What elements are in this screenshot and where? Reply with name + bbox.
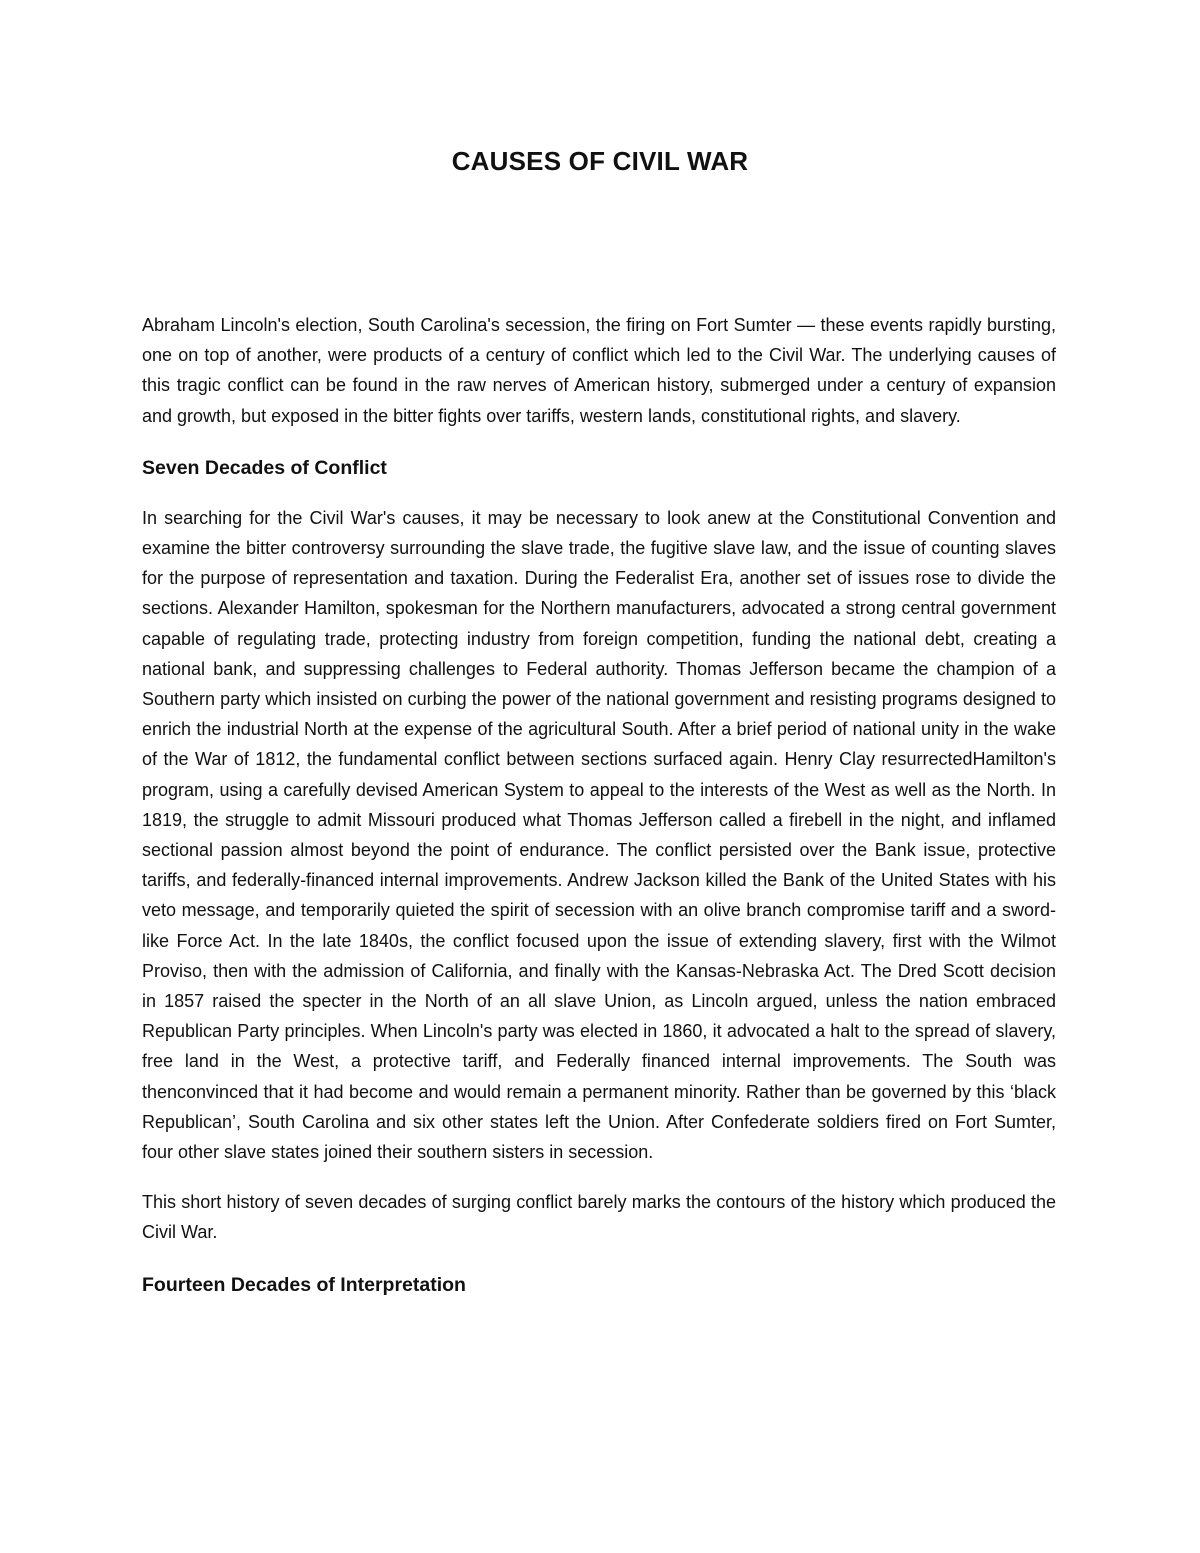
document-title: CAUSES OF CIVIL WAR: [451, 146, 749, 176]
document-body: [142, 310, 1056, 1320]
section-paragraph-history: In searching for the Civil War's causes, it may be necessary to look anew at the Constitutional Convention and examine the bitter controversy surrounding the slave trade, the fugitive slave law, and the issue of counting slaves for the purpose of representation and taxation. During the Federalist Era, another set of issues rose to divide the sections. Alexander Hamilton, spokesman for the Northern manufacturers, advocated a strong central government capable of regulating trade, protecting industry from foreign competition, funding the national debt, creating a national bank, and suppressing challenges to Federal authority. Thomas Jefferson became the champion of a Southern party which insisted on curbing the power of the national government and resisting programs designed to enrich the industrial North at the expense of the agricultural South. After a brief period of national unity in the wake of the War of 1812, the fundamental conflict between sections surfaced again. Henry Clay resurrectedHamilton's program, using a carefully devised American System to appeal to the interests of the West as well as the North. In 1819, the struggle to admit Missouri produced what Thomas Jefferson called a firebell in the night, and inflamed sectional passion almost beyond the point of endurance. The conflict persisted over the Bank issue, protective tariffs, and federally-financed internal improvements. Andrew Jackson killed the Bank of the United States with his veto message, and temporarily quieted the spirit of secession with an olive branch compromise tariff and a sword-like Force Act. In the late 1840s, the conflict focused upon the issue of extending slavery, first with the Wilmot Proviso, then with the admission of California, and finally with the Kansas-Nebraska Act. The Dred Scott decision in 1857 raised the specter in the North of an all slave Union, as Lincoln argued, unless the nation embraced Republican Party principles. When Lincoln's party was elected in 1860, it advocated a halt to the spread of slavery, free land in the West, a protective tariff, and Federally financed internal improvements. The South was thenconvinced that it had become and would remain a permanent minority. Rather than be governed by this ‘black Republican’, South Carolina and six other states left the Union. After Confederate soldiers fired on Fort Sumter, four other slave states joined their southern sisters in secession.: [142, 507, 1056, 1163]
section-heading-seven-decades: Seven Decades of Conflict: [142, 456, 387, 479]
section-heading-fourteen-decades: Fourteen Decades of Interpretation: [142, 1273, 466, 1296]
intro-paragraph: Abraham Lincoln's election, South Carolina's secession, the firing on Fort Sumter — these events rapidly bursting, one on top of another, were products of a century of conflict which led to the Civil War. The underlying causes of this tragic conflict can be found in the raw nerves of American history, submerged under a century of expansion and growth, but exposed in the bitter fights over tariffs, western lands, constitutional rights, and slavery.: [142, 315, 1056, 426]
section-paragraph-summary: This short history of seven decades of surging conflict barely marks the contours of the history which produced the Civil War.: [142, 1192, 1056, 1243]
